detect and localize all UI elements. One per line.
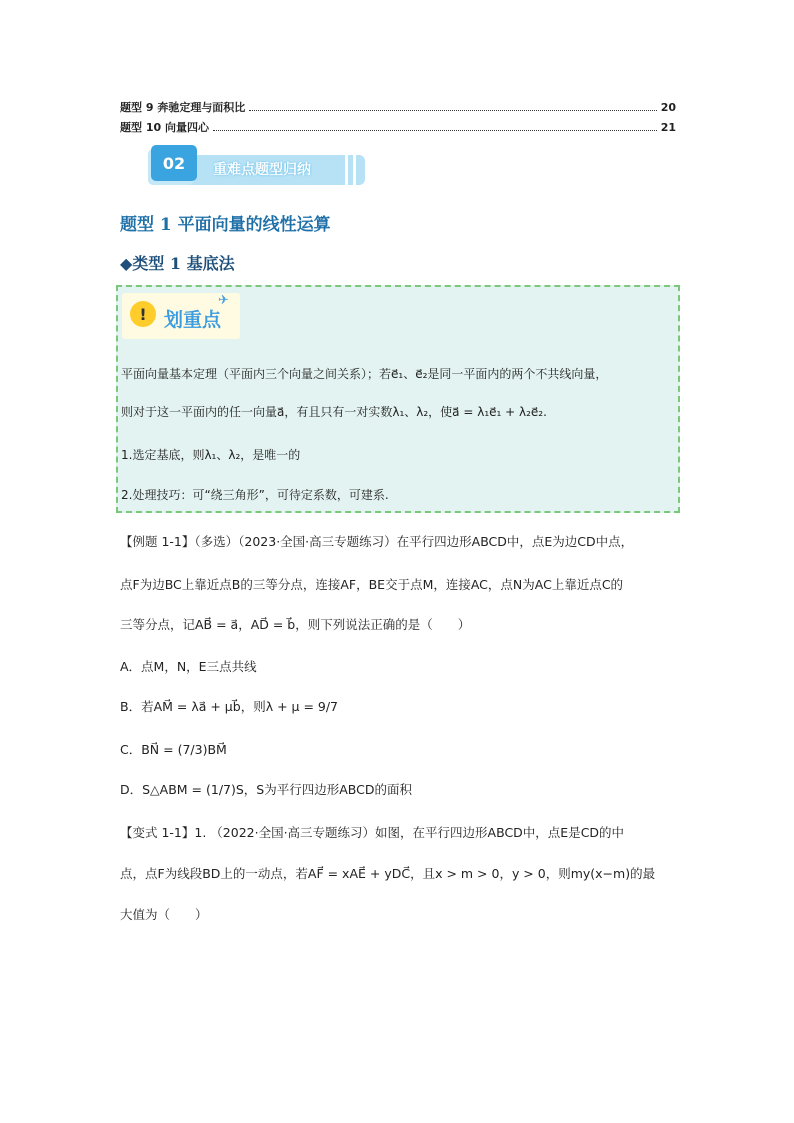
key-point-line: 2.处理技巧：可“绕三角形”，可待定系数，可建系. [121, 488, 389, 502]
option-c: C．BN⃗ = (7/3)BM⃗ [120, 742, 227, 757]
section-number: 02 [151, 145, 197, 181]
toc-label: 题型 10 向量四心 [120, 121, 209, 134]
paper-plane-icon: ✈ [218, 293, 229, 308]
section-title: 重难点题型归纳 [213, 162, 311, 178]
key-points-box [116, 285, 680, 513]
problem-line: 【变式 1-1】1. （2022·全国·高三专题练习）如图，在平行四边形ABCD中，点E是CD的中 [120, 825, 625, 840]
problem-line: 点F为边BC上靠近点B的三等分点，连接AF，BE交于点M，连接AC，点N为AC上靠近点C的 [120, 577, 624, 592]
banner-stripe [353, 155, 356, 185]
key-point-line: 平面向量基本定理（平面内三个向量之间关系）；若e⃗₁、e⃗₂是同一平面内的两个不共线向量， [121, 367, 608, 381]
lightbulb-icon: ! [130, 301, 156, 327]
toc-leader [213, 130, 657, 131]
key-points-badge [122, 293, 240, 339]
toc-label: 题型 9 奔驰定理与面积比 [120, 101, 246, 114]
banner-stripe [345, 155, 348, 185]
option-b: B．若AM⃗ = λa⃗ + μb⃗，则λ + μ = 9/7 [120, 699, 339, 714]
option-d: D．S△ABM = (1/7)S，S为平行四边形ABCD的面积 [120, 782, 413, 797]
section-banner [133, 145, 369, 191]
problem-line: 点，点F为线段BD上的一动点，若AF⃗ = xAE⃗ + yDC⃗，且x > m > 0，y > 0，则my(x−m)的最 [120, 866, 656, 881]
key-point-line: 1.选定基底，则λ₁、λ₂，是唯一的 [121, 448, 301, 462]
toc-leader [249, 110, 656, 111]
toc-entry[interactable] [120, 119, 676, 135]
problem-line: 大值为（ ） [120, 907, 208, 922]
heading-topic: 题型 1 平面向量的线性运算 [120, 215, 331, 235]
badge-label: 划重点 [164, 309, 222, 331]
toc-page: 20 [660, 101, 676, 114]
problem-line: 三等分点，记AB⃗ = a⃗，AD⃗ = b⃗，则下列说法正确的是（ ） [120, 617, 471, 632]
key-point-line: 则对于这一平面内的任一向量a⃗，有且只有一对实数λ₁、λ₂，使a⃗ = λ₁e⃗₁ + λ₂e⃗₂. [121, 405, 547, 419]
problem-line: 【例题 1-1】（多选）（2023·全国·高三专题练习）在平行四边形ABCD中，点E为边CD中点， [120, 534, 634, 549]
heading-subtype: ◆类型 1 基底法 [120, 254, 235, 273]
toc-page: 21 [660, 121, 676, 134]
toc-entry[interactable] [120, 99, 676, 115]
option-a: A．点M，N，E三点共线 [120, 659, 257, 674]
